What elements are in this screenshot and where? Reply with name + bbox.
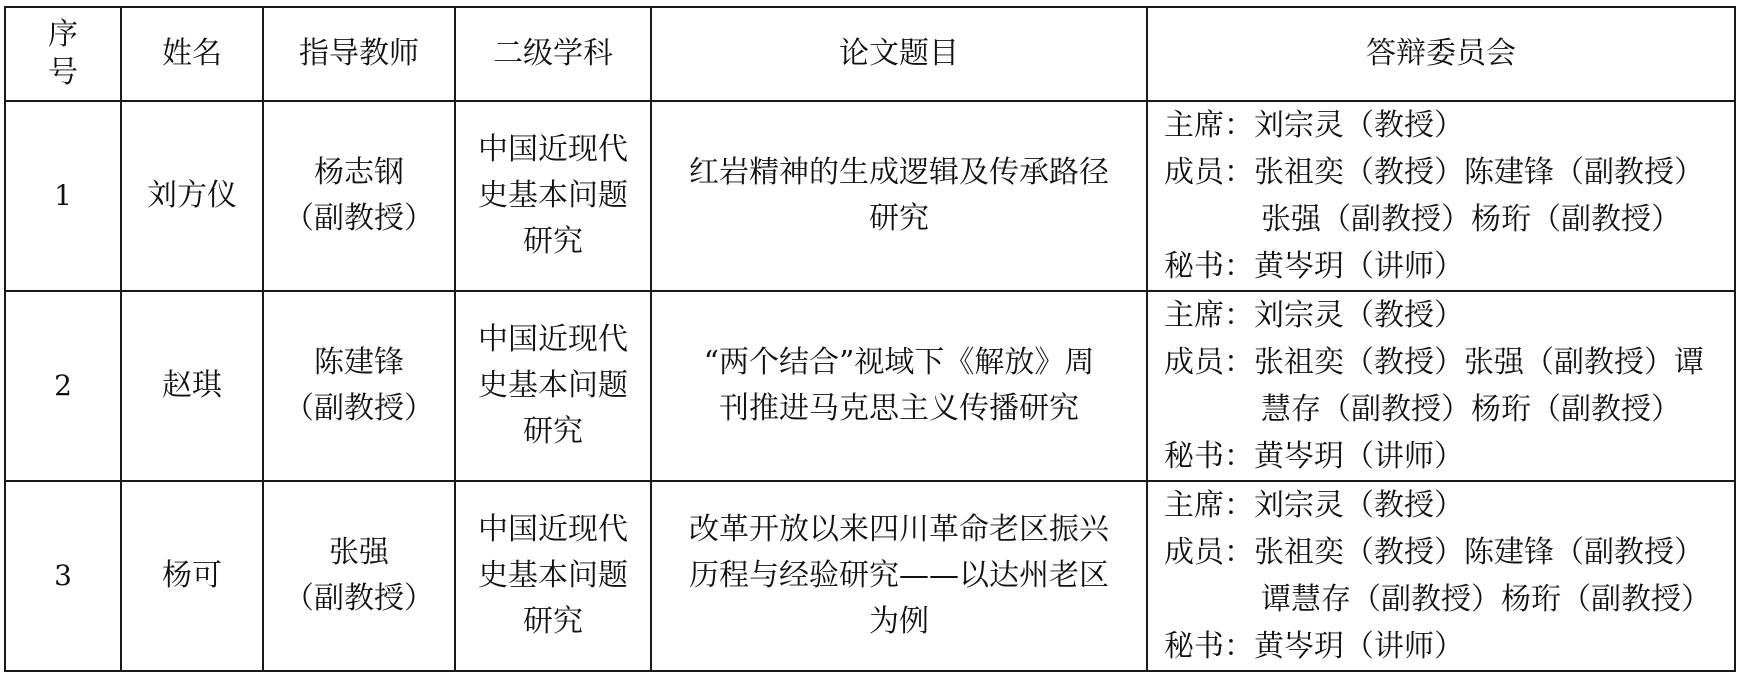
cell-committee [1147, 291, 1735, 481]
committee-chair: 主席：刘宗灵（教授） [1164, 298, 1464, 333]
cell-thesis [651, 291, 1147, 481]
committee-secretary: 秘书：黄岑玥（讲师） [1164, 439, 1464, 474]
header-seq [5, 7, 121, 101]
header-committee: 答辩委员会 [1147, 7, 1735, 101]
advisor-line: （副教授） [284, 581, 434, 616]
discipline-line: 史基本问题 [478, 178, 628, 213]
discipline-line: 研究 [523, 604, 583, 639]
advisor-line: 陈建锋 [314, 345, 404, 380]
committee-members-cont: 张强（副教授）杨珩（副教授） [1261, 202, 1681, 237]
cell-seq: 3 [5, 481, 121, 671]
header-name: 姓名 [121, 7, 263, 101]
committee-chair: 主席：刘宗灵（教授） [1164, 488, 1464, 523]
thesis-line: 历程与经验研究——以达州老区 [689, 558, 1109, 593]
cell-discipline [455, 481, 651, 671]
cell-name: 杨可 [121, 481, 263, 671]
committee-secretary: 秘书：黄岑玥（讲师） [1164, 249, 1464, 284]
advisor-line: （副教授） [284, 201, 434, 236]
cell-seq: 1 [5, 101, 121, 291]
header-discipline: 二级学科 [455, 7, 651, 101]
cell-seq: 2 [5, 291, 121, 481]
table-row [5, 101, 1735, 291]
discipline-line: 研究 [523, 414, 583, 449]
thesis-line: 红岩精神的生成逻辑及传承路径 [689, 155, 1109, 190]
thesis-line: 为例 [869, 604, 929, 639]
header-advisor: 指导教师 [263, 7, 455, 101]
cell-advisor [263, 291, 455, 481]
committee-members-cont: 谭慧存（副教授）杨珩（副教授） [1261, 582, 1711, 617]
cell-committee [1147, 101, 1735, 291]
header-thesis: 论文题目 [651, 7, 1147, 101]
discipline-line: 研究 [523, 224, 583, 259]
committee-members: 成员：张祖奕（教授）张强（副教授）谭 [1164, 345, 1704, 380]
cell-name: 赵琪 [121, 291, 263, 481]
committee-members: 成员：张祖奕（教授）陈建锋（副教授） [1164, 535, 1704, 570]
cell-committee [1147, 481, 1735, 671]
cell-advisor [263, 481, 455, 671]
cell-name: 刘方仪 [121, 101, 263, 291]
cell-advisor [263, 101, 455, 291]
thesis-line: 研究 [869, 201, 929, 236]
table-row [5, 291, 1735, 481]
committee-chair: 主席：刘宗灵（教授） [1164, 108, 1464, 143]
cell-discipline [455, 291, 651, 481]
defense-schedule-table [4, 6, 1736, 672]
thesis-line: 改革开放以来四川革命老区振兴 [689, 512, 1109, 547]
discipline-line: 中国近现代 [478, 512, 628, 547]
header-seq-line2: 号 [48, 55, 78, 90]
header-seq-line1: 序 [48, 17, 78, 52]
cell-thesis [651, 101, 1147, 291]
table-row [5, 481, 1735, 671]
thesis-line: “两个结合”视域下《解放》周 [703, 345, 1095, 380]
discipline-line: 中国近现代 [478, 322, 628, 357]
header-row [5, 7, 1735, 101]
cell-thesis [651, 481, 1147, 671]
committee-secretary: 秘书：黄岑玥（讲师） [1164, 629, 1464, 664]
advisor-line: 张强 [329, 535, 389, 570]
advisor-line: （副教授） [284, 391, 434, 426]
discipline-line: 史基本问题 [478, 368, 628, 403]
discipline-line: 中国近现代 [478, 132, 628, 167]
cell-discipline [455, 101, 651, 291]
committee-members: 成员：张祖奕（教授）陈建锋（副教授） [1164, 155, 1704, 190]
advisor-line: 杨志钢 [314, 155, 404, 190]
thesis-line: 刊推进马克思主义传播研究 [719, 391, 1079, 426]
committee-members-cont: 慧存（副教授）杨珩（副教授） [1261, 392, 1681, 427]
discipline-line: 史基本问题 [478, 558, 628, 593]
